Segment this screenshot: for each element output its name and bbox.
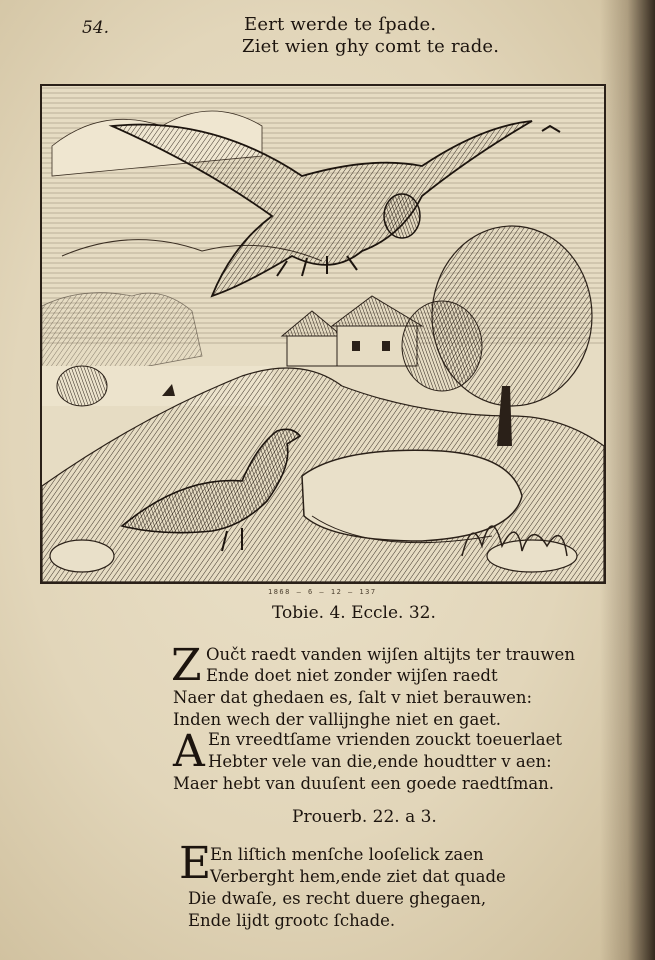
stanza-3-line-3: Die dwaſe, es recht duere ghegaen, xyxy=(188,889,487,908)
stanza-2-line-1: En vreedtſame vrienden zouckt toeuerlaet xyxy=(208,730,563,749)
stanza-1-line-1: Oučt raedt vanden wijſen altijts ter trauwen xyxy=(206,645,575,664)
title-line-2: Ziet wien ghy comt te rade. xyxy=(242,36,500,57)
stanza-3-line-4: Ende lijdt grootc ſchade. xyxy=(188,911,396,930)
stanza-1-line-3: Naer dat ghedaen es, ſalt v niet berauwen: xyxy=(173,688,533,707)
engraving-plate xyxy=(40,84,606,584)
stanza-1-initial: Z xyxy=(171,640,202,691)
title-line-1: Eert werde te ſpade. xyxy=(244,14,437,35)
stanza-3-initial: E xyxy=(179,838,212,889)
stanza-3-line-1: En liſtich menſche looſelick zaen xyxy=(210,845,484,864)
plate-mark: 1868 — 6 — 12 — 137 xyxy=(268,588,377,596)
stanza-3-line-2: Verberght hem,ende ziet dat quade xyxy=(210,867,506,886)
stanza-2-line-3: Maer hebt van duuſent een goede raedtſman. xyxy=(173,774,555,793)
page-number: 54. xyxy=(82,18,110,38)
stanza-1-line-2: Ende doet niet zonder wijſen raedt xyxy=(206,666,498,685)
stanza-2-line-2: Hebter vele van die,ende houdtter v aen: xyxy=(208,752,552,771)
gutter-shadow xyxy=(600,0,655,960)
engraving-illustration xyxy=(42,86,604,582)
reference-tobie-eccle: Tobie. 4. Eccle. 32. xyxy=(272,603,436,623)
stanza-2-initial: A xyxy=(173,726,205,777)
stanza-1-line-4: Inden wech der vallijnghe niet en gaet. xyxy=(173,710,501,729)
reference-prouerb: Prouerb. 22. a 3. xyxy=(292,807,437,827)
